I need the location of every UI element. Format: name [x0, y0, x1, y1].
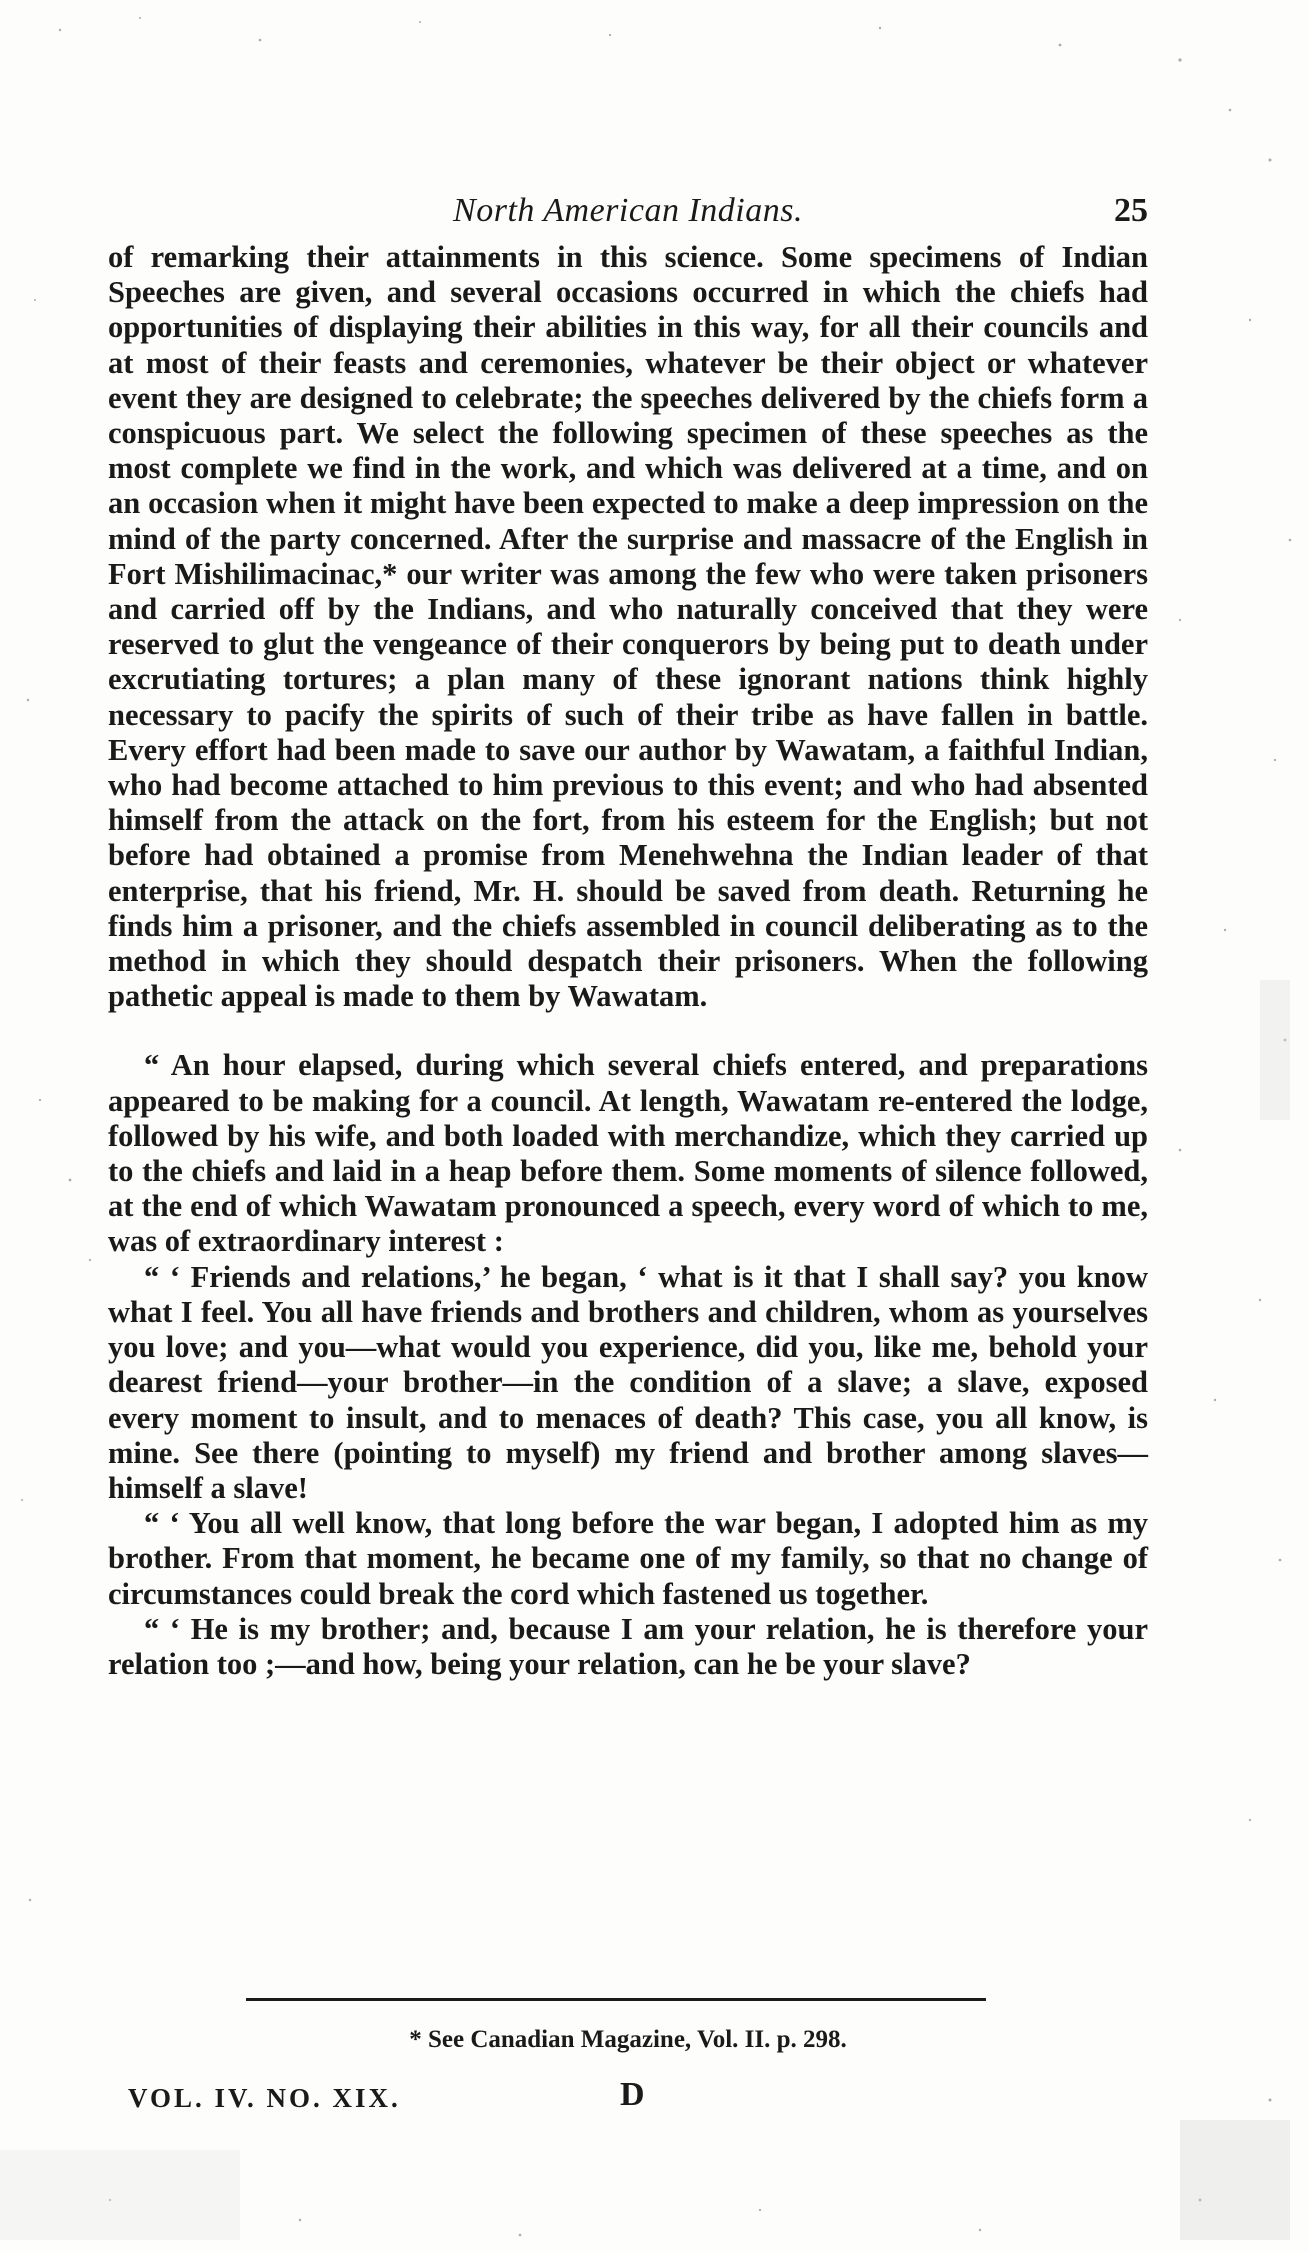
paragraph: “ An hour elapsed, during which several chiefs entered, and preparations appeared to be making for a council. At length, Wawatam re-entered the lodge, followed by his wife, and both loaded with merchandize, which they carried up to the chiefs and laid in a heap before them. Some moments of silence followed, at the end of which Wawatam pronounced a speech, every word of which to me, was of extraordinary interest :: [108, 1048, 1148, 1259]
paragraph: of remarking their attainments in this science. Some specimens of Indian Speeches are given, and several occasions occurred in which the chiefs had opportunities of displaying their abilities in this way, for all their councils and at most of their feasts and ceremonies, whatever be their object or whatever event they are designed to celebrate; the speeches delivered by the chiefs form a conspicuous part. We select the following specimen of these speeches as the most complete we find in the work, and which was delivered at a time, and on an occasion when it might have been expected to make a deep impression on the mind of the party concerned. After the surprise and massacre of the English in Fort Mishilimacinac,* our writer was among the few who were taken prisoners and carried off by the Indians, and who naturally conceived that they were reserved to glut the vengeance of their conquerors by being put to death under excrutiating tortures; a plan many of these ignorant nations think highly necessary to pacify the spirits of such of their tribe as have fallen in battle. Every effort had been made to save our author by Wawatam, a faithful Indian, who had become attached to him previous to this event; and who had absented himself from the attack on the fort, from his esteem for the English; but not before had obtained a promise from Menehwehna the Indian leader of that enterprise, that his friend, Mr. H. should be saved from death. Returning he finds him a prisoner, and the chiefs assembled in council deliberating as to the method in which they should despatch their prisoners. When the following pathetic appeal is made to them by Wawatam.: [108, 240, 1148, 1014]
running-head: North American Indians.: [453, 192, 803, 229]
page-header: [108, 192, 1148, 236]
volume-signature: VOL. IV. NO. XIX.: [128, 2083, 401, 2113]
paragraph: “ ‘ You all well know, that long before the war began, I adopted him as my brother. From that moment, he became one of my family, so that no change of circumstances could break the cord which fastened us together.: [108, 1506, 1148, 1611]
paragraph-gap: [108, 1014, 1148, 1048]
page-number: 25: [1114, 192, 1148, 229]
footnote: * See Canadian Magazine, Vol. II. p. 298.: [409, 2026, 847, 2053]
footnote-rule: [246, 1998, 986, 2001]
signature-mark: D: [620, 2076, 645, 2113]
paragraph: “ ‘ Friends and relations,’ he began, ‘ what is it that I shall say? you know what I feel. You all have friends and brothers and children, whom as yourselves you love; and you—what would you experience, did you, like me, behold your dearest friend—your brother—in the condition of a slave; a slave, exposed every moment to insult, and to menaces of death? This case, you all know, is mine. See there (pointing to myself) my friend and brother among slaves—himself a slave!: [108, 1259, 1148, 1505]
body-text: [108, 240, 1148, 1682]
paragraph: “ ‘ He is my brother; and, because I am your relation, he is therefore your relation too ;—and how, being your relation, can he be your slave?: [108, 1611, 1148, 1681]
